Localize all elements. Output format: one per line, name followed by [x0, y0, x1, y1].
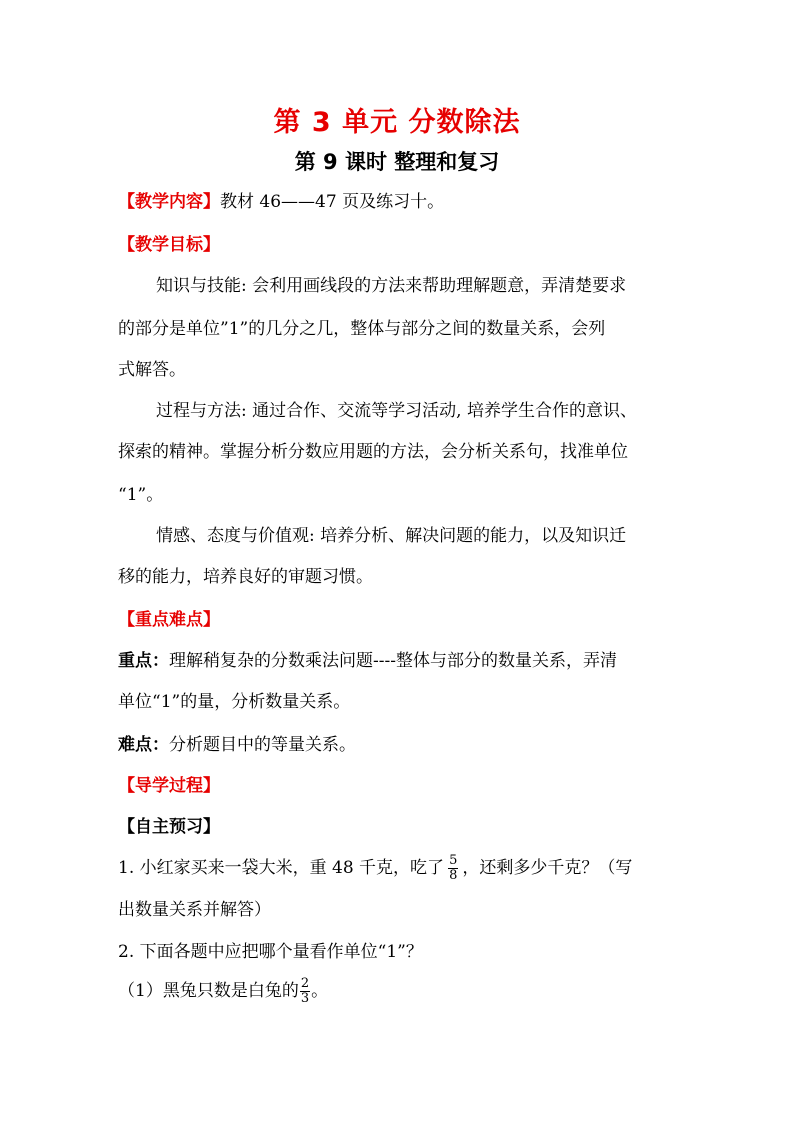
goal3-line2: 移的能力，培养良好的审题习惯。 [118, 567, 373, 587]
goal1-line2: 的部分是单位”1”的几分之几，整体与部分之间的数量关系，会列 [118, 319, 606, 339]
question-1-line1 [118, 852, 678, 884]
q2-1-text-a: （1）黑兔只数是白兔的 [118, 981, 299, 1001]
question-2-1 [118, 976, 678, 1006]
key-points-label: 【重点难点】 [118, 610, 220, 630]
goals-label: 【教学目标】 [118, 235, 220, 255]
key-point-line2: 单位“1”的量，分析数量关系。 [118, 692, 351, 712]
goal2-line1: 过程与方法: 通过合作、交流等学习活动, 培养学生合作的意识、 [156, 401, 637, 421]
goal1-line3: 式解答。 [118, 360, 186, 380]
fraction-five-eighths [448, 854, 458, 883]
goal1-line1: 知识与技能: 会利用画线段的方法来帮助理解题意，弄清楚要求 [156, 276, 627, 296]
teaching-content [118, 191, 678, 213]
key-point-label: 重点： [118, 651, 169, 671]
difficulty-label: 难点： [118, 735, 169, 755]
preview-label: 【自主预习】 [118, 817, 220, 837]
key-point-text: 理解稍复杂的分数乘法问题----整体与部分的数量关系，弄清 [169, 651, 617, 671]
fraction-numerator: 2 [300, 976, 310, 991]
difficulty-text: 分析题目中的等量关系。 [169, 735, 356, 755]
fraction-two-thirds [300, 977, 310, 1006]
process-label: 【导学过程】 [118, 776, 220, 796]
difficulty-line [118, 734, 678, 756]
q1-text-a: 1. 小红家买来一袋大米，重 48 千克，吃了 [118, 858, 445, 878]
question-2: 2. 下面各题中应把哪个量看作单位“1”？ [118, 942, 423, 962]
fraction-denominator: 3 [300, 991, 310, 1006]
fraction-denominator: 8 [449, 868, 458, 883]
q2-1-text-b: 。 [311, 981, 329, 1001]
content-label: 【教学内容】 [118, 192, 220, 212]
fraction-numerator: 5 [449, 853, 458, 868]
goal2-line3: “1”。 [118, 485, 164, 505]
unit-title: 第 3 单元 分数除法 [273, 107, 521, 138]
q1-text-b: ，还剩多少千克？（写 [462, 858, 633, 878]
content-text: 教材 46——47 页及练习十。 [220, 192, 445, 212]
lesson-title: 第 9 课时 整理和复习 [294, 150, 500, 174]
goal2-line2: 探索的精神。掌握分析分数应用题的方法，会分析关系句，找准单位 [118, 442, 628, 462]
question-1-line2: 出数量关系并解答） [118, 900, 271, 920]
key-point-line1 [118, 650, 678, 672]
goal3-line1: 情感、态度与价值观: 培养分析、解决问题的能力，以及知识迁 [156, 526, 627, 546]
